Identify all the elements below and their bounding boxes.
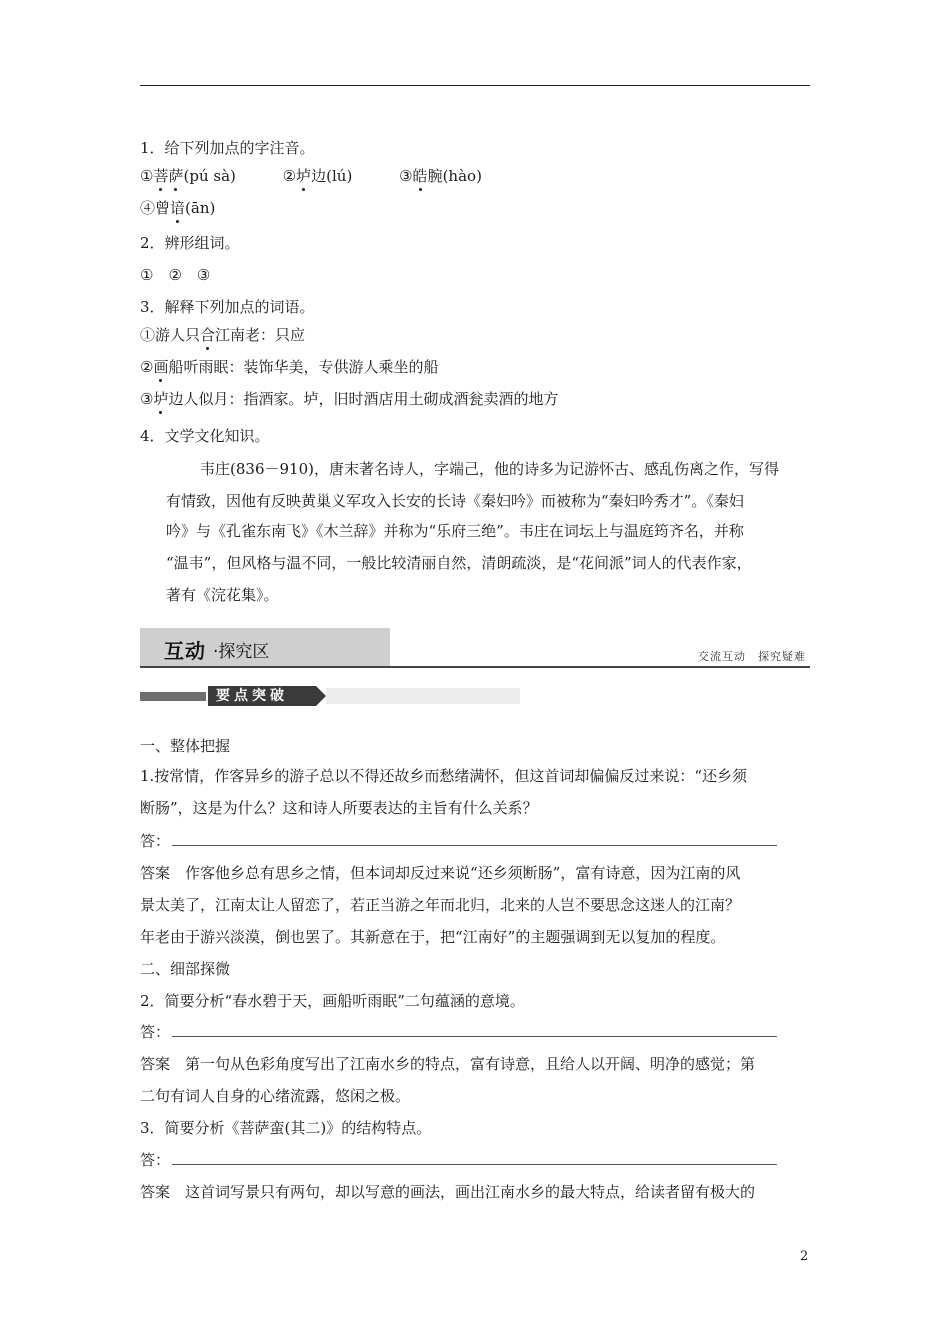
banner-rule <box>140 666 810 668</box>
question-1-row-1 <box>140 166 482 186</box>
answer-1-line-2: 景太美了，江南太让人留恋了，若正当游之年而北归，北来的人岂不要思念这迷人的江南？ <box>140 896 741 914</box>
section-2-question-3: 3．简要分析《菩萨蛮(其二)》的结构特点。 <box>140 1119 432 1137</box>
item-a: ①菩萨(pú sà) <box>140 167 236 185</box>
answer-3-line-1: 答案 这首词写景只有两句，却以写意的画法，画出江南水乡的最大特点，给读者留有极大的 <box>140 1183 756 1201</box>
bio-line-2: 有情致，因他有反映黄巢义军攻入长安的长诗《秦妇吟》而被称为“秦妇吟秀才”。《秦妇 <box>166 492 744 510</box>
question-3-line-1: ①游人只合江南老：只应 <box>140 326 306 344</box>
section-banner <box>140 624 810 668</box>
question-2-title: 2．辨形组词。 <box>140 234 240 252</box>
answer-2-line-2: 二句有词人自身的心绪流露，悠闲之极。 <box>140 1087 411 1105</box>
answer-field-1[interactable]: 答： <box>140 831 777 851</box>
bio-line-4: “温韦”，但风格与温不同，一般比较清丽自然，清朗疏淡，是“花间派”词人的代表作家， <box>166 554 752 572</box>
section-2-question-2: 2．简要分析“春水碧于天，画船听雨眠”二句蕴涵的意境。 <box>140 992 525 1010</box>
item-c: ③皓腕(hào) <box>399 167 482 185</box>
keypoints-arrow-icon <box>316 686 326 706</box>
answer-1-line-1: 答案 作客他乡总有思乡之情，但本词却反过来说“还乡须断肠”，富有诗意，因为江南的风 <box>140 864 741 882</box>
keypoints-trail <box>326 688 520 704</box>
bio-line-5: 著有《浣花集》。 <box>166 586 279 604</box>
answer-1-line-3: 年老由于游兴淡漠，倒也罢了。其新意在于，把“江南好”的主题强调到无以复加的程度。 <box>140 928 726 946</box>
question-1-row-2: ④曾谙(ān) <box>140 199 216 217</box>
section-2-heading: 二、细部探微 <box>140 960 231 978</box>
keypoints-bar <box>140 686 520 706</box>
header-rule <box>140 85 810 86</box>
question-3-line-2: ②画船听雨眠：装饰华美，专供游人乘坐的船 <box>140 358 439 376</box>
page-number: 2 <box>800 1249 809 1264</box>
bio-line-1: 韦庄(836－910)，唐末著名诗人，字端己，他的诗多为记游怀古、感乱伤离之作，写得 <box>200 460 779 478</box>
banner-tagline: 交流互动 探究疑难 <box>698 650 806 663</box>
banner-title: 互动 <box>164 639 206 663</box>
answer-2-line-1: 答案 第一句从色彩角度写出了江南水乡的特点，富有诗意，且给人以开阔、明净的感觉；第 <box>140 1055 756 1073</box>
answer-field-2[interactable]: 答： <box>140 1022 777 1042</box>
question-4-title: 4．文学文化知识。 <box>140 427 270 445</box>
question-2-items: ① ② ③ <box>140 266 211 284</box>
question-1-title: 1．给下列加点的字注音。 <box>140 139 315 157</box>
answer-field-3[interactable]: 答： <box>140 1150 777 1170</box>
question-3-title: 3．解释下列加点的词语。 <box>140 298 315 316</box>
bio-line-3: 吟》与《孔雀东南飞》《木兰辞》并称为“乐府三绝”。韦庄在词坛上与温庭筠齐名，并称 <box>166 522 744 540</box>
keypoints-label: 要点突破 <box>208 686 316 706</box>
banner-subtitle: ·探究区 <box>213 642 270 662</box>
item-b: ②垆边(lú) <box>282 167 353 185</box>
section-1-question-line-1: 1.按常情，作客异乡的游子总以不得还故乡而愁绪满怀，但这首词却偏偏反过来说：“还乡须 <box>140 767 747 785</box>
question-3-line-3: ③垆边人似月：指酒家。垆，旧时酒店用土砌成酒瓮卖酒的地方 <box>140 390 559 408</box>
section-1-heading: 一、整体把握 <box>140 737 231 755</box>
section-1-question-line-2: 断肠”，这是为什么？这和诗人所要表达的主旨有什么关系？ <box>140 799 538 817</box>
keypoints-stripe <box>140 692 206 701</box>
